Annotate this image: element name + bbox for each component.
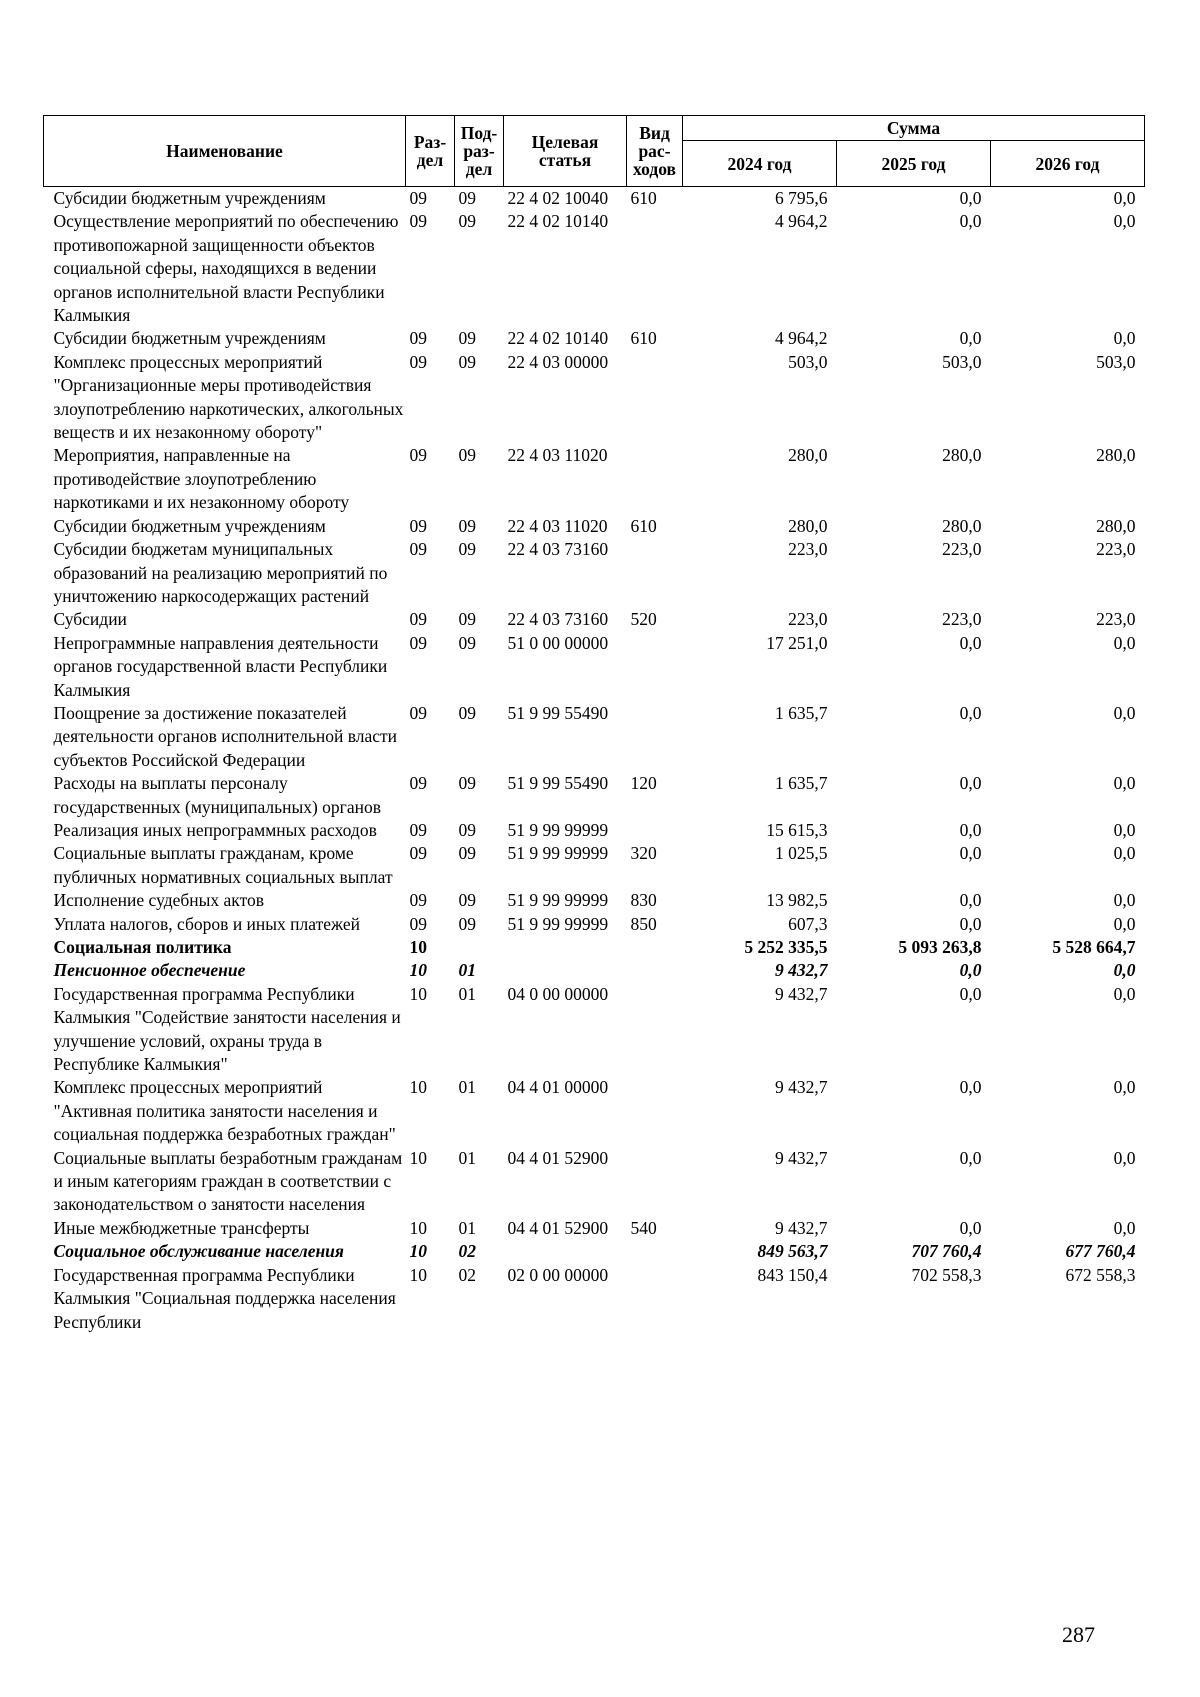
row-2026-cell: 0,0 xyxy=(1113,913,1136,934)
row-expense-type-cell xyxy=(627,702,683,772)
row-expense-type-cell xyxy=(627,538,683,608)
row-podrazdel-cell: 09 xyxy=(458,609,476,630)
row-2025-cell: 0,0 xyxy=(959,1077,982,1098)
row-podrazdel-cell: 09 xyxy=(458,890,476,911)
row-podrazdel-cell: 09 xyxy=(458,445,476,466)
row-2024-cell: 13 982,5 xyxy=(766,890,828,911)
table-row xyxy=(44,515,1145,538)
row-razdel-cell: 10 xyxy=(409,1147,427,1168)
table-row xyxy=(44,632,1145,702)
page-number: 287 xyxy=(1062,1622,1095,1647)
row-target-article-cell: 22 4 02 10040 xyxy=(507,188,609,208)
row-name-cell: Социальные выплаты гражданам, кроме публичных нормативных социальных выплат xyxy=(53,843,393,887)
table-row xyxy=(44,1076,1145,1146)
row-2025-cell: 0,0 xyxy=(959,890,982,911)
row-name-cell: Расходы на выплаты персоналу государственных (муниципальных) органов xyxy=(53,773,382,817)
row-target-article-cell: 22 4 03 73160 xyxy=(507,609,609,630)
row-2025-cell: 503,0 xyxy=(942,351,982,372)
row-razdel-cell: 09 xyxy=(409,351,427,372)
row-2024-cell: 1 025,5 xyxy=(775,843,828,864)
row-razdel-cell: 09 xyxy=(409,702,427,723)
row-2025-cell: 707 760,4 xyxy=(911,1241,982,1262)
table-row xyxy=(44,444,1145,514)
row-expense-type-cell xyxy=(627,351,683,445)
row-podrazdel-cell: 09 xyxy=(458,328,476,349)
row-podrazdel-cell: 09 xyxy=(458,819,476,840)
row-2026-cell: 0,0 xyxy=(1113,328,1136,349)
row-2024-cell: 9 432,7 xyxy=(775,1077,828,1098)
row-2024-cell: 1 635,7 xyxy=(775,702,828,723)
row-2025-cell: 702 558,3 xyxy=(911,1264,982,1285)
budget-table xyxy=(43,115,1145,1334)
row-2025-cell: 0,0 xyxy=(959,328,982,349)
row-razdel-cell: 09 xyxy=(409,515,427,536)
row-name-cell: Субсидии бюджетным учреждениям xyxy=(53,188,326,208)
row-2024-cell: 4 964,2 xyxy=(775,211,828,232)
row-podrazdel-cell: 09 xyxy=(458,211,476,232)
table-row xyxy=(44,889,1145,912)
row-2025-cell: 0,0 xyxy=(959,632,982,653)
row-2025-cell: 280,0 xyxy=(942,515,982,536)
row-name-cell: Осуществление мероприятий по обеспечению противопожарной защищенности объектов социальной сферы, находящихся в ведении органов исполнительной власти Республики Калмыкия xyxy=(53,211,399,326)
row-target-article-cell: 51 9 99 55490 xyxy=(507,702,609,723)
table-row xyxy=(44,210,1145,327)
row-2026-cell: 0,0 xyxy=(1113,773,1136,794)
row-2024-cell: 1 635,7 xyxy=(775,773,828,794)
row-2024-cell: 843 150,4 xyxy=(757,1264,828,1285)
row-target-article-cell: 51 0 00 00000 xyxy=(507,632,609,653)
row-name-cell: Иные межбюджетные трансферты xyxy=(53,1217,310,1238)
row-podrazdel-cell: 09 xyxy=(458,351,476,372)
row-2024-cell: 503,0 xyxy=(788,351,828,372)
row-2024-cell: 223,0 xyxy=(788,609,828,630)
row-expense-type-cell xyxy=(627,1240,683,1263)
row-2026-cell: 0,0 xyxy=(1113,188,1136,208)
header-2024: 2024 год xyxy=(683,141,837,187)
row-podrazdel-cell: 09 xyxy=(458,539,476,560)
row-2024-cell: 9 432,7 xyxy=(775,1217,828,1238)
row-name-cell: Мероприятия, направленные на противодействие злоупотреблению наркотиками и их незаконному обороту xyxy=(53,445,350,513)
row-2024-cell: 223,0 xyxy=(788,539,828,560)
table-row xyxy=(44,538,1145,608)
row-name-cell: Реализация иных непрограммных расходов xyxy=(53,819,377,840)
row-podrazdel-cell: 09 xyxy=(458,632,476,653)
row-2026-cell: 0,0 xyxy=(1113,890,1136,911)
row-name-cell: Исполнение судебных актов xyxy=(53,890,265,911)
row-2026-cell: 223,0 xyxy=(1096,609,1136,630)
row-podrazdel-cell: 09 xyxy=(458,515,476,536)
header-name: Наименование xyxy=(44,116,406,187)
row-expense-type-cell: 830 xyxy=(630,890,657,911)
row-podrazdel-cell: 09 xyxy=(458,702,476,723)
row-expense-type-cell xyxy=(627,1147,683,1217)
row-2025-cell: 0,0 xyxy=(959,188,982,208)
row-2024-cell: 9 432,7 xyxy=(775,960,828,981)
row-razdel-cell: 09 xyxy=(409,632,427,653)
row-2024-cell: 6 795,6 xyxy=(775,188,828,208)
row-name-cell: Поощрение за достижение показателей деятельности органов исполнительной власти субъектов Российской Федерации xyxy=(53,702,398,770)
row-name-cell: Социальное обслуживание населения xyxy=(53,1241,344,1262)
table-row xyxy=(44,913,1145,936)
row-2026-cell: 223,0 xyxy=(1096,539,1136,560)
row-2024-cell: 9 432,7 xyxy=(775,1147,828,1168)
row-2025-cell: 0,0 xyxy=(959,211,982,232)
row-2025-cell: 0,0 xyxy=(959,702,982,723)
row-2026-cell: 672 558,3 xyxy=(1065,1264,1136,1285)
row-target-article-cell xyxy=(504,936,627,959)
row-expense-type-cell xyxy=(627,936,683,959)
row-2025-cell: 223,0 xyxy=(942,609,982,630)
table-row xyxy=(44,351,1145,445)
row-2025-cell: 0,0 xyxy=(959,983,982,1004)
row-name-cell: Социальные выплаты безработным гражданам и иным категориям граждан в соответствии с законодательством о занятости населения xyxy=(53,1147,403,1215)
row-podrazdel-cell: 01 xyxy=(458,1217,476,1238)
row-name-cell: Непрограммные направления деятельности органов государственной власти Республики Калмыкия xyxy=(53,632,388,700)
row-target-article-cell: 22 4 03 00000 xyxy=(507,351,609,372)
header-2025: 2025 год xyxy=(837,141,991,187)
row-razdel-cell: 09 xyxy=(409,609,427,630)
row-2025-cell: 5 093 263,8 xyxy=(898,937,982,957)
row-expense-type-cell xyxy=(627,1076,683,1146)
row-2026-cell: 0,0 xyxy=(1113,1077,1136,1098)
row-target-article-cell: 04 4 01 52900 xyxy=(507,1217,609,1238)
row-podrazdel-cell: 01 xyxy=(458,960,476,981)
row-2024-cell: 607,3 xyxy=(788,913,828,934)
row-podrazdel-cell: 02 xyxy=(458,1241,476,1262)
row-razdel-cell: 10 xyxy=(409,983,427,1004)
row-podrazdel-cell: 01 xyxy=(458,983,476,1004)
header-razdel: Раз- дел xyxy=(406,116,455,187)
row-target-article-cell: 22 4 03 11020 xyxy=(507,445,608,466)
table-row xyxy=(44,959,1145,982)
row-razdel-cell: 10 xyxy=(409,937,427,957)
row-target-article-cell: 22 4 02 10140 xyxy=(507,328,609,349)
table-row xyxy=(44,936,1145,959)
row-2026-cell: 0,0 xyxy=(1113,819,1136,840)
row-2024-cell: 280,0 xyxy=(788,515,828,536)
row-2026-cell: 0,0 xyxy=(1113,702,1136,723)
row-2024-cell: 5 252 335,5 xyxy=(744,937,828,957)
row-name-cell: Субсидии бюджетным учреждениям xyxy=(53,328,326,349)
header-2026: 2026 год xyxy=(991,141,1145,187)
table-row xyxy=(44,772,1145,819)
row-razdel-cell: 10 xyxy=(409,1264,427,1285)
row-razdel-cell: 09 xyxy=(409,890,427,911)
row-target-article-cell: 51 9 99 99999 xyxy=(507,913,609,934)
row-expense-type-cell: 320 xyxy=(630,843,657,864)
row-2026-cell: 280,0 xyxy=(1096,445,1136,466)
table-row xyxy=(44,1217,1145,1240)
row-razdel-cell: 09 xyxy=(409,819,427,840)
row-podrazdel-cell: 02 xyxy=(458,1264,476,1285)
row-expense-type-cell xyxy=(627,1264,683,1334)
row-podrazdel-cell: 09 xyxy=(458,188,476,208)
row-target-article-cell: 22 4 03 73160 xyxy=(507,539,609,560)
row-razdel-cell: 09 xyxy=(409,211,427,232)
row-expense-type-cell xyxy=(627,819,683,842)
row-podrazdel-cell xyxy=(455,936,504,959)
row-razdel-cell: 09 xyxy=(409,188,427,208)
row-2026-cell: 0,0 xyxy=(1113,1217,1136,1238)
row-name-cell: Социальная политика xyxy=(53,937,232,957)
row-2024-cell: 9 432,7 xyxy=(775,983,828,1004)
row-name-cell: Государственная программа Республики Калмыкия "Социальная поддержка населения Республики xyxy=(53,1264,396,1332)
row-razdel-cell: 10 xyxy=(409,960,427,981)
header-target-article: Целевая статья xyxy=(504,116,627,187)
row-2026-cell: 5 528 664,7 xyxy=(1052,937,1136,957)
row-2026-cell: 503,0 xyxy=(1096,351,1136,372)
row-name-cell: Субсидии бюджетным учреждениям xyxy=(53,515,326,536)
row-target-article-cell xyxy=(504,1240,627,1263)
row-name-cell: Субсидии бюджетам муниципальных образований на реализацию мероприятий по уничтожению наркосодержащих растений xyxy=(53,539,388,606)
row-target-article-cell: 51 9 99 99999 xyxy=(507,819,609,840)
row-razdel-cell: 09 xyxy=(409,773,427,794)
row-name-cell: Уплата налогов, сборов и иных платежей xyxy=(53,913,360,934)
row-target-article-cell: 04 4 01 00000 xyxy=(507,1077,609,1098)
row-target-article-cell: 02 0 00 00000 xyxy=(507,1264,609,1285)
row-razdel-cell: 10 xyxy=(409,1241,427,1262)
row-razdel-cell: 10 xyxy=(409,1217,427,1238)
row-name-cell: Пенсионное обеспечение xyxy=(53,960,246,981)
row-2026-cell: 0,0 xyxy=(1113,1147,1136,1168)
row-podrazdel-cell: 09 xyxy=(458,843,476,864)
row-expense-type-cell xyxy=(627,632,683,702)
table-row xyxy=(44,1147,1145,1217)
row-name-cell: Комплекс процессных мероприятий "Активная политика занятости населения и социальная поддержка безработных граждан" xyxy=(53,1077,396,1145)
row-2025-cell: 280,0 xyxy=(942,445,982,466)
row-target-article-cell: 22 4 03 11020 xyxy=(507,515,608,536)
row-razdel-cell: 09 xyxy=(409,843,427,864)
row-podrazdel-cell: 09 xyxy=(458,913,476,934)
row-razdel-cell: 09 xyxy=(409,328,427,349)
row-2025-cell: 0,0 xyxy=(959,960,982,981)
row-target-article-cell: 04 0 00 00000 xyxy=(507,983,609,1004)
row-2025-cell: 0,0 xyxy=(959,1147,982,1168)
table-row xyxy=(44,702,1145,772)
table-row xyxy=(44,1240,1145,1263)
row-razdel-cell: 09 xyxy=(409,445,427,466)
row-expense-type-cell: 610 xyxy=(630,188,657,208)
row-2025-cell: 0,0 xyxy=(959,773,982,794)
header-podrazdel: Под- раз- дел xyxy=(455,116,504,187)
row-2024-cell: 280,0 xyxy=(788,445,828,466)
row-2026-cell: 0,0 xyxy=(1113,632,1136,653)
row-name-cell: Комплекс процессных мероприятий "Организационные меры противодействия злоупотреблению наркотических, алкогольных веществ и их незаконному обороту" xyxy=(53,351,404,443)
row-2024-cell: 849 563,7 xyxy=(757,1241,828,1262)
row-expense-type-cell xyxy=(627,444,683,514)
table-row xyxy=(44,819,1145,842)
row-2025-cell: 223,0 xyxy=(942,539,982,560)
table-row xyxy=(44,1264,1145,1334)
row-name-cell: Государственная программа Республики Калмыкия "Содействие занятости населения и улучшение условий, охраны труда в Республике Калмыкия" xyxy=(53,983,401,1075)
row-2026-cell: 0,0 xyxy=(1113,983,1136,1004)
row-2026-cell: 0,0 xyxy=(1113,960,1136,981)
row-target-article-cell: 51 9 99 99999 xyxy=(507,890,609,911)
row-2024-cell: 15 615,3 xyxy=(766,819,828,840)
table-row xyxy=(44,608,1145,631)
row-name-cell: Субсидии xyxy=(53,609,127,630)
row-target-article-cell: 51 9 99 55490 xyxy=(507,773,609,794)
row-2026-cell: 0,0 xyxy=(1113,843,1136,864)
row-podrazdel-cell: 09 xyxy=(458,773,476,794)
row-expense-type-cell: 610 xyxy=(630,328,657,349)
row-2026-cell: 677 760,4 xyxy=(1065,1241,1136,1262)
row-target-article-cell: 51 9 99 99999 xyxy=(507,843,609,864)
row-expense-type-cell: 540 xyxy=(630,1217,657,1238)
row-expense-type-cell xyxy=(627,210,683,327)
row-target-article-cell: 22 4 02 10140 xyxy=(507,211,609,232)
row-razdel-cell: 10 xyxy=(409,1077,427,1098)
row-2025-cell: 0,0 xyxy=(959,843,982,864)
row-target-article-cell: 04 4 01 52900 xyxy=(507,1147,609,1168)
row-2026-cell: 0,0 xyxy=(1113,211,1136,232)
row-expense-type-cell: 850 xyxy=(630,913,657,934)
row-expense-type-cell: 610 xyxy=(630,515,657,536)
table-body xyxy=(44,187,1145,1334)
row-target-article-cell xyxy=(504,959,627,982)
row-razdel-cell: 09 xyxy=(409,539,427,560)
row-expense-type-cell: 120 xyxy=(630,773,657,794)
row-2025-cell: 0,0 xyxy=(959,1217,982,1238)
header-expense-type: Вид рас- ходов xyxy=(627,116,683,187)
table-row xyxy=(44,842,1145,889)
table-row xyxy=(44,187,1145,211)
row-2024-cell: 17 251,0 xyxy=(766,632,828,653)
row-podrazdel-cell: 01 xyxy=(458,1147,476,1168)
row-2026-cell: 280,0 xyxy=(1096,515,1136,536)
header-sum: Сумма xyxy=(683,116,1145,141)
row-2025-cell: 0,0 xyxy=(959,819,982,840)
row-razdel-cell: 09 xyxy=(409,913,427,934)
table-header xyxy=(44,116,1145,187)
row-expense-type-cell xyxy=(627,983,683,1077)
row-expense-type-cell xyxy=(627,959,683,982)
row-expense-type-cell: 520 xyxy=(630,609,657,630)
row-podrazdel-cell: 01 xyxy=(458,1077,476,1098)
row-2025-cell: 0,0 xyxy=(959,913,982,934)
row-2024-cell: 4 964,2 xyxy=(775,328,828,349)
table-row xyxy=(44,983,1145,1077)
table-row xyxy=(44,327,1145,350)
